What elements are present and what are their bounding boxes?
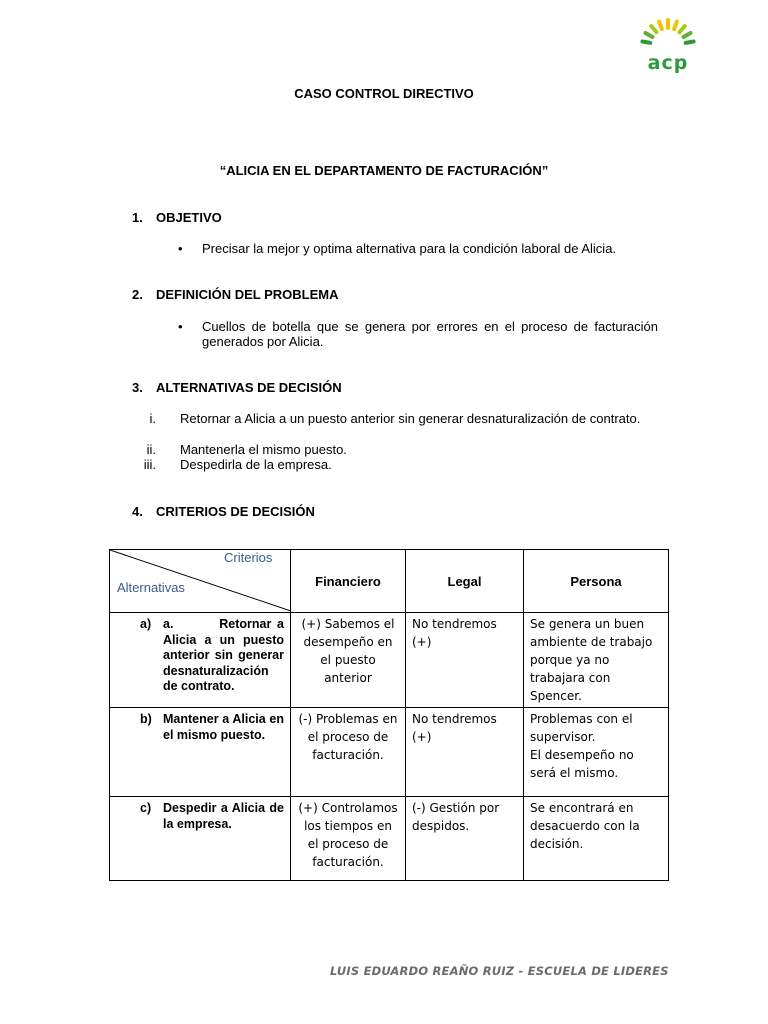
bullet-icon: • [178, 319, 183, 334]
persona-cell: Problemas con el supervisor. El desempeño no será el mismo. [524, 708, 669, 797]
alternative-letter: b) [140, 712, 152, 726]
list-item: Despedirla de la empresa. [180, 457, 332, 472]
logo-text: acp [647, 52, 689, 74]
list-item: Retornar a Alicia a un puesto anterior sin generar desnaturalización de contrato. [180, 411, 641, 426]
sunburst-logo-icon [632, 16, 704, 52]
financiero-cell: (-) Problemas en el proceso de facturación. [291, 708, 406, 797]
page-footer: LUIS EDUARDO REAÑO RUIZ - ESCUELA DE LIDERES [330, 964, 669, 978]
bullet-icon: • [178, 241, 183, 256]
corner-label-alternativas: Alternativas [117, 580, 185, 595]
criteria-table [109, 549, 669, 881]
section-number: 1. [132, 210, 143, 225]
legal-cell: No tendremos (+) [406, 708, 524, 797]
persona-cell: Se genera un buen ambiente de trabajo porque ya no trabajara con Spencer. [524, 613, 669, 708]
section-heading-alternativas [132, 380, 342, 395]
list-number: ii. [146, 442, 156, 457]
section-heading-objetivo [132, 210, 222, 225]
document-subtitle: “ALICIA EN EL DEPARTAMENTO DE FACTURACIÓN” [219, 163, 549, 178]
section-title: ALTERNATIVAS DE DECISIÓN [156, 380, 342, 395]
section-number: 2. [132, 287, 143, 302]
list-item: Mantenerla el mismo puesto. [180, 442, 347, 457]
alternative-cell [110, 613, 291, 708]
alternative-cell [110, 708, 291, 797]
table-row [110, 708, 669, 797]
column-header: Financiero [291, 550, 406, 613]
alternative-letter: c) [140, 801, 152, 815]
legal-cell: No tendremos (+) [406, 613, 524, 708]
section-heading-criterios [132, 504, 315, 519]
financiero-cell: (+) Controlamos los tiempos en el proceso de facturación. [291, 797, 406, 881]
persona-cell: Se encontrará en desacuerdo con la decisión. [524, 797, 669, 881]
section-number: 4. [132, 504, 143, 519]
acp-logo [632, 16, 704, 74]
alternative-cell [110, 797, 291, 881]
table-corner-cell [110, 550, 291, 613]
alternative-text: Mantener a Alicia en el mismo puesto. [163, 712, 284, 742]
alternative-text: Despedir a Alicia de la empresa. [163, 801, 284, 831]
corner-label-criterios: Criterios [224, 550, 273, 565]
column-header: Persona [524, 550, 669, 613]
objetivo-text: Precisar la mejor y optima alternativa para la condición laboral de Alicia. [202, 241, 617, 256]
section-number: 3. [132, 380, 143, 395]
section-title: DEFINICIÓN DEL PROBLEMA [156, 287, 339, 302]
table-header-row [110, 550, 669, 613]
section-title: CRITERIOS DE DECISIÓN [156, 504, 315, 519]
legal-cell: (-) Gestión por despidos. [406, 797, 524, 881]
financiero-cell: (+) Sabemos el desempeño en el puesto anterior [291, 613, 406, 708]
problema-text: Cuellos de botella que se genera por errores en el proceso de facturación generados por Alicia. [202, 319, 658, 349]
alternative-text: a. Retornar a Alicia a un puesto anterior sin generar desnaturalización de contrato. [163, 617, 288, 693]
alternative-letter: a) [140, 617, 152, 631]
section-heading-problema [132, 287, 339, 302]
document-title: CASO CONTROL DIRECTIVO [294, 86, 474, 101]
list-number: i. [149, 411, 156, 426]
column-header: Legal [406, 550, 524, 613]
section-title: OBJETIVO [156, 210, 222, 225]
table-row [110, 797, 669, 881]
list-number: iii. [143, 457, 156, 472]
table-row [110, 613, 669, 708]
